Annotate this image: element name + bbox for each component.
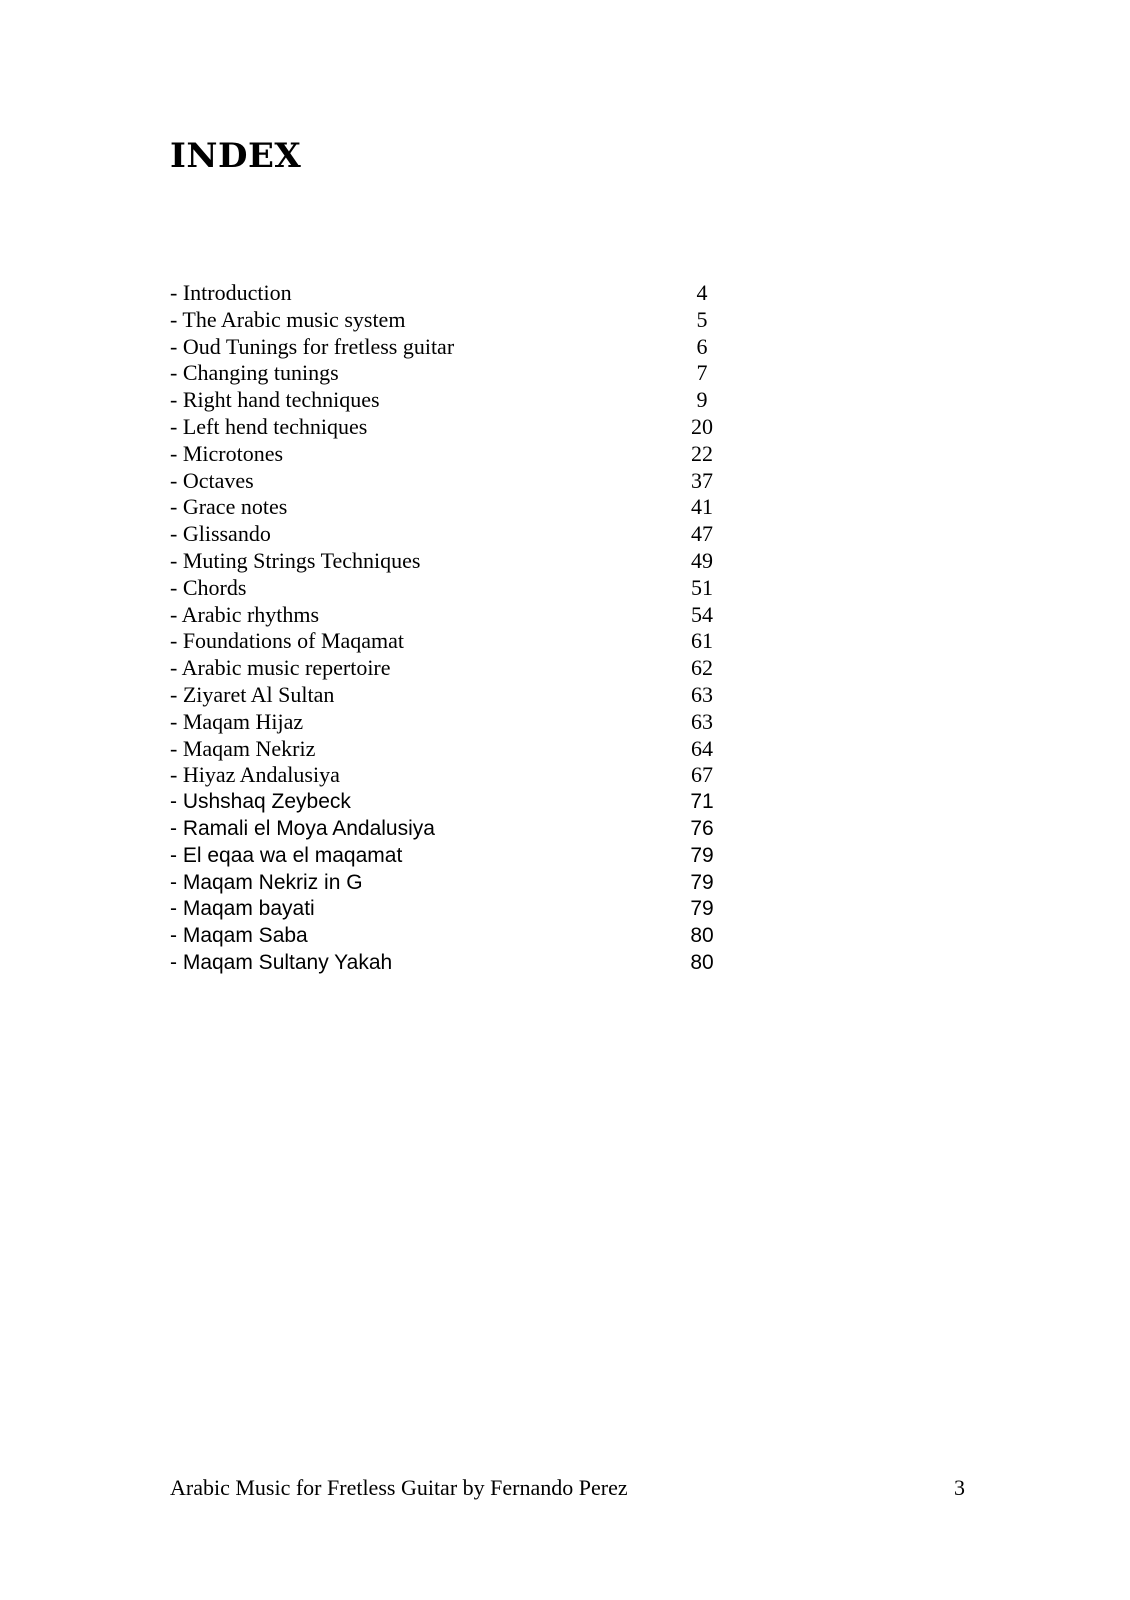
toc-entry <box>170 360 730 387</box>
toc-entry-page: 71 <box>690 790 714 814</box>
toc-entry <box>170 307 730 334</box>
toc-entry-title: - Left hend techniques <box>170 413 368 439</box>
toc-entry <box>170 575 730 602</box>
toc-entry <box>170 816 730 843</box>
toc-entry-page: 47 <box>691 521 713 547</box>
toc-entry <box>170 709 730 736</box>
toc-entry <box>170 896 730 923</box>
toc-entry-title: - Arabic music repertoire <box>170 655 391 681</box>
toc-entry-title: - Chords <box>170 574 247 600</box>
toc-entry <box>170 468 730 495</box>
toc-entry-page: 79 <box>690 843 714 867</box>
toc-entry-page: 63 <box>691 708 713 734</box>
toc-entry-page: 51 <box>691 574 713 600</box>
toc-entry-title: - Maqam Saba <box>170 924 308 948</box>
toc-entry-page: 63 <box>691 681 713 707</box>
toc-entry-title: - Maqam bayati <box>170 897 315 921</box>
toc-entry-title: - Grace notes <box>170 494 288 520</box>
toc-entry-title: - Changing tunings <box>170 360 339 386</box>
toc-entry-title: - Maqam Nekriz in G <box>170 870 363 894</box>
toc-entry-page: 54 <box>691 601 713 627</box>
toc-entry <box>170 494 730 521</box>
toc-entry-page: 6 <box>696 333 708 359</box>
toc-entry-page: 80 <box>690 950 714 974</box>
page-title: INDEX <box>170 136 302 176</box>
table-of-contents <box>170 280 730 977</box>
toc-entry <box>170 843 730 870</box>
toc-entry <box>170 789 730 816</box>
toc-entry-page: 5 <box>696 306 708 332</box>
toc-entry <box>170 414 730 441</box>
toc-entry-title: - The Arabic music system <box>170 306 406 332</box>
toc-entry-page: 67 <box>691 762 713 788</box>
toc-entry <box>170 441 730 468</box>
toc-entry-title: - Introduction <box>170 280 292 305</box>
toc-entry-title: - Foundations of Maqamat <box>170 628 405 654</box>
toc-entry-title: - Hiyaz Andalusiya <box>170 762 340 788</box>
toc-entry-page: 76 <box>690 816 714 840</box>
toc-entry <box>170 602 730 629</box>
toc-entry <box>170 950 730 977</box>
page-number: 3 <box>954 1475 965 1500</box>
footer-book-title: Arabic Music for Fretless Guitar by Fernando Perez <box>170 1475 628 1500</box>
toc-entry <box>170 521 730 548</box>
toc-entry <box>170 334 730 361</box>
toc-entry <box>170 682 730 709</box>
toc-entry-title: - Oud Tunings for fretless guitar <box>170 333 455 359</box>
toc-entry <box>170 280 730 307</box>
toc-entry-title: - Muting Strings Techniques <box>170 547 421 573</box>
toc-entry-title: - Glissando <box>170 521 271 547</box>
toc-entry-title: - Ziyaret Al Sultan <box>170 681 335 707</box>
toc-entry <box>170 387 730 414</box>
toc-entry-page: 37 <box>691 467 713 493</box>
toc-entry-title: - Arabic rhythms <box>170 601 320 627</box>
toc-entry-page: 64 <box>691 735 713 761</box>
toc-entry-page: 49 <box>691 547 713 573</box>
toc-entry-page: 79 <box>690 870 714 894</box>
toc-entry-page: 4 <box>696 280 708 305</box>
toc-entry <box>170 870 730 897</box>
toc-entry <box>170 762 730 789</box>
toc-entry <box>170 655 730 682</box>
toc-entry-page: 7 <box>696 360 708 386</box>
toc-entry-title: - Maqam Sultany Yakah <box>170 950 393 974</box>
toc-entry <box>170 628 730 655</box>
toc-entry-page: 41 <box>691 494 713 520</box>
toc-entry-title: - El eqaa wa el maqamat <box>170 843 403 867</box>
toc-entry-page: 79 <box>690 897 714 921</box>
toc-entry-title: - Maqam Nekriz <box>170 735 316 761</box>
toc-entry <box>170 923 730 950</box>
toc-entry-page: 80 <box>690 924 714 948</box>
toc-entry-page: 9 <box>696 387 708 413</box>
toc-entry <box>170 548 730 575</box>
toc-entry-title: - Microtones <box>170 440 284 466</box>
toc-entry-page: 62 <box>691 655 713 681</box>
toc-entry-page: 20 <box>691 413 713 439</box>
toc-entry-title: - Right hand techniques <box>170 387 380 413</box>
toc-entry-title: - Octaves <box>170 467 254 493</box>
toc-entry-title: - Ushshaq Zeybeck <box>170 790 351 814</box>
toc-entry-page: 61 <box>691 628 713 654</box>
toc-entry-page: 22 <box>691 440 713 466</box>
toc-entry-title: - Maqam Hijaz <box>170 708 304 734</box>
toc-entry <box>170 736 730 763</box>
toc-entry-title: - Ramali el Moya Andalusiya <box>170 816 435 840</box>
